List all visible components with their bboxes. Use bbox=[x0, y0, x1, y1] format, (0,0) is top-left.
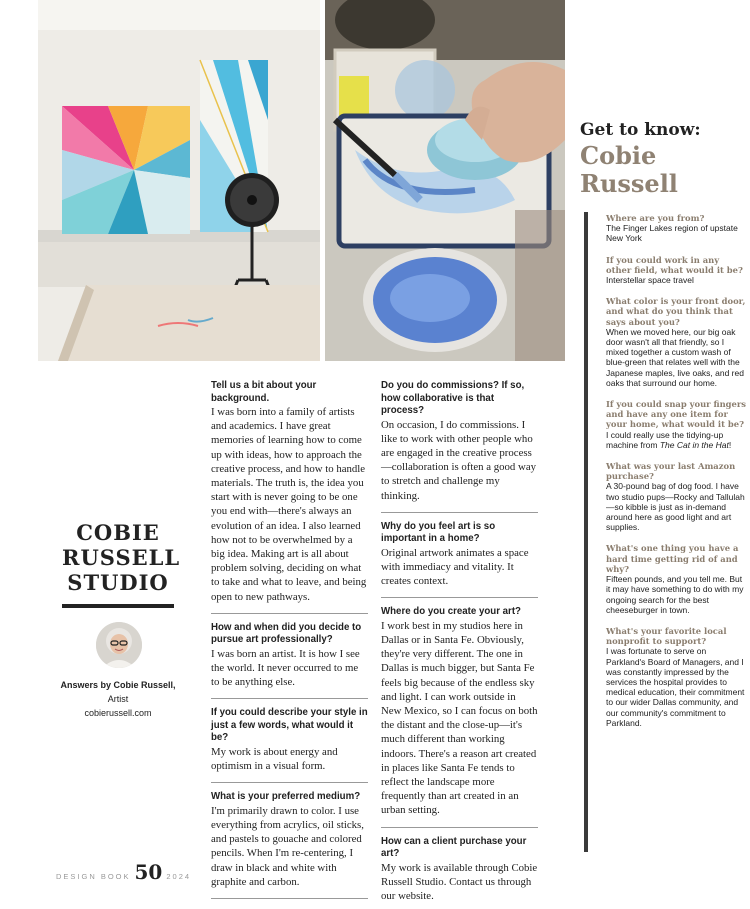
sidebar-answer: When we moved here, our big oak door wasn't all that friendly, so I mixed together a custom wash of blue-green that relates well with the Japanese maples, live oaks, and red oaks that surround our home. bbox=[606, 326, 744, 388]
article-answer: I'm primarily drawn to color. I use everything from acrylics, oil sticks, and pastels to gouache and colored pencils. When I'm re-centering, I draw in black and white with graphite and carbon. bbox=[211, 804, 364, 888]
page-footer bbox=[56, 860, 191, 884]
article-answer: Original artwork animates a space with immediacy and vitality. It creates context. bbox=[381, 546, 529, 588]
sidebar-qa-item bbox=[606, 626, 746, 728]
painting-process-illustration bbox=[325, 0, 565, 361]
sidebar-answer: A 30-pound bag of dog food. I have two studio pups—Rocky and Tallulah—so kibble is just as in-demand around here as good light and art supplies. bbox=[606, 481, 745, 533]
author-byline bbox=[60, 678, 176, 720]
sidebar-answer-end: ! bbox=[728, 439, 732, 450]
author-portrait bbox=[96, 622, 142, 668]
article-answer: I was born into a family of artists and academics. I have great memories of learning how to come up with ideas, how to approach the creative process, and how to handle materials. The truth is, the idea you start with is never going to be one you end with—there's always an evolution of an idea. I also learned how not to be overwhelmed by a big idea. Making art is all about problem solving, deciding on what to take and what to leave, and being open to new pathways. bbox=[211, 406, 367, 603]
sidebar-name: Cobie Russell bbox=[580, 141, 678, 198]
sidebar-qa-item bbox=[606, 399, 746, 450]
byline-role: Artist bbox=[107, 694, 129, 704]
byline-website[interactable]: cobierussell.com bbox=[84, 708, 152, 718]
sidebar-question: What's your favorite local nonprofit to support? bbox=[606, 625, 727, 647]
sidebar-qa-item bbox=[606, 296, 746, 388]
studio-rule bbox=[62, 604, 174, 608]
sidebar-qa-item bbox=[606, 543, 746, 614]
article-question: Why do you feel art is so important in a home? bbox=[381, 520, 496, 545]
sidebar-answer: I was fortunate to serve on Parkland's Board of Managers, and I was constantly impressed by the services the hospital provides to medical education, their commitment to our wider Dallas community, and our community's commitment to Parkland. bbox=[606, 646, 745, 728]
sidebar-answer-title: The Cat in the Hat bbox=[659, 439, 729, 450]
sidebar-question: What was your last Amazon purchase? bbox=[606, 461, 736, 482]
sidebar-question: What color is your front door, and what do you think that says about you? bbox=[606, 296, 746, 327]
sidebar-qa-item bbox=[606, 461, 746, 532]
sidebar-answer: The Finger Lakes region of upstate New York bbox=[606, 223, 738, 244]
article-question: Do you do commissions? If so, how collaborative is that process? bbox=[381, 380, 525, 416]
article-question: Tell us a bit about your background. bbox=[211, 380, 317, 404]
article-question: If you could describe your style in just a few words, what would it be? bbox=[211, 707, 368, 744]
studio-photo-paintings-illustration bbox=[38, 0, 320, 361]
sidebar-answer: Interstellar space travel bbox=[606, 275, 694, 286]
article-question: How can a client purchase your art? bbox=[381, 835, 527, 860]
sidebar-qa-item bbox=[606, 255, 746, 286]
sidebar-answer: Fifteen pounds, and you tell me. But it may have something to do with my ongoing search for the best cheeseburger in town. bbox=[606, 574, 744, 615]
sidebar-title: Get to know: bbox=[580, 120, 701, 140]
article-section bbox=[211, 622, 368, 700]
issue-year: 2024 bbox=[166, 872, 192, 881]
sidebar-question: Where are you from? bbox=[606, 213, 705, 223]
article-section bbox=[381, 606, 538, 827]
article-section bbox=[381, 521, 538, 599]
sidebar-rule bbox=[584, 212, 588, 852]
studio-title-line: STUDIO bbox=[67, 570, 169, 595]
article-section bbox=[211, 707, 368, 783]
studio-title-line: COBIE bbox=[76, 520, 160, 545]
sidebar-qa-list bbox=[606, 213, 746, 739]
article-column-2 bbox=[381, 380, 538, 909]
article-answer: I work best in my studios here in Dallas or in Santa Fe. Obviously, they're very different. The one in Dallas is much bigger, but Santa Fe feels big because of the endless sky and light. I can work outside in New Mexico, so I can focus on both the distant and the close-up—it's much different than working indoors. There's a reason art created in places like Santa Fe tends to reflect the landscape more frequently than art created in an urban setting. bbox=[381, 619, 538, 817]
article-column-1 bbox=[211, 380, 368, 907]
article-section bbox=[211, 380, 368, 614]
studio-title-line: RUSSELL bbox=[62, 545, 181, 570]
article-question: How and when did you decide to pursue art professionally? bbox=[211, 621, 362, 646]
sidebar-answer bbox=[606, 430, 746, 450]
page-number: 50 bbox=[134, 860, 163, 884]
painting-process-photo bbox=[325, 0, 565, 361]
article-question: Where do you create your art? bbox=[381, 606, 521, 618]
sidebar-question: If you could work in any other field, what would it be? bbox=[606, 254, 743, 275]
article-answer: I was born an artist. It is how I see the world. It never occurred to me to be anything else. bbox=[211, 647, 360, 689]
byline-author: Answers by Cobie Russell, bbox=[60, 680, 176, 690]
article-answer: On occasion, I do commissions. I like to work with other people who are engaged in the creative process—collaboration is often a good way to stretch and challenge my thinking. bbox=[381, 418, 537, 502]
article-question: What is your preferred medium? bbox=[211, 791, 361, 803]
article-section bbox=[381, 380, 538, 513]
sidebar-answer-text: I could really use the tidying-up machine from bbox=[606, 429, 724, 450]
article-answer: My work is available through Cobie Russell Studio. Contact us through our website. bbox=[381, 861, 538, 903]
studio-photo-paintings bbox=[38, 0, 320, 361]
article-answer: My work is about energy and optimism in a visual form. bbox=[211, 745, 338, 773]
magazine-name: DESIGN BOOK bbox=[56, 872, 131, 881]
sidebar-question: If you could snap your fingers and have any one item for your home, what would it be? bbox=[606, 399, 746, 430]
article-section bbox=[381, 836, 538, 909]
article-section bbox=[211, 791, 368, 899]
studio-title bbox=[62, 520, 181, 595]
sidebar-question: What's one thing you have a hard time getting rid of and why? bbox=[606, 543, 739, 574]
sidebar-qa-item bbox=[606, 213, 746, 244]
author-avatar bbox=[96, 622, 142, 668]
